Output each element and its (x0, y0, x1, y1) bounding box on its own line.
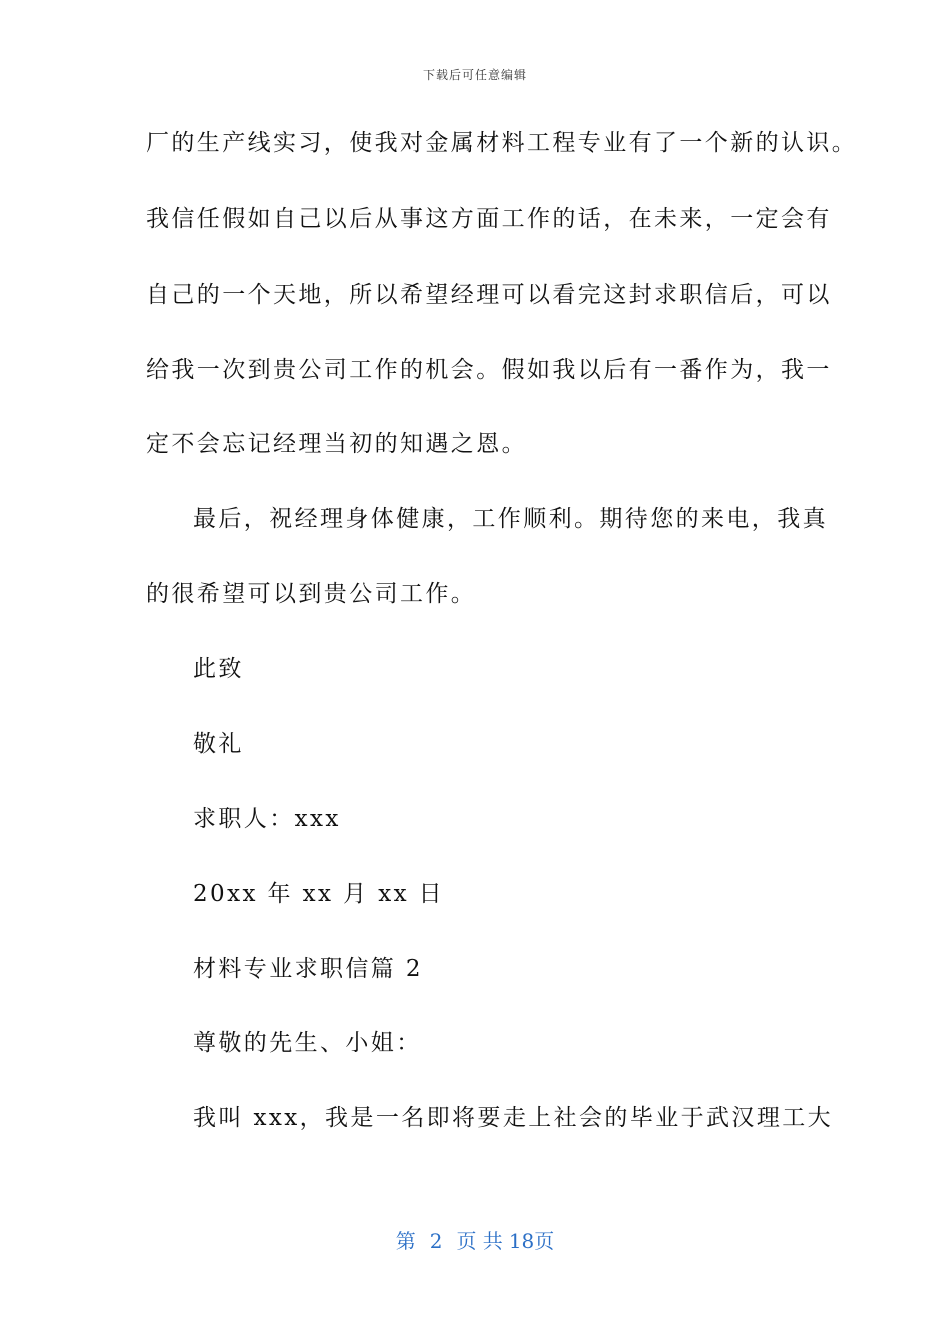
page-footer (0, 1225, 950, 1254)
body-line-2: 我信任假如自己以后从事这方面工作的话，在未来，一定会有 (146, 206, 832, 232)
greeting-line: 尊敬的先生、小姐： (193, 1030, 422, 1056)
closing-paragraph-line-2: 的很希望可以到贵公司工作。 (146, 581, 477, 607)
intro-line: 我叫 xxx，我是一名即将要走上社会的毕业于武汉理工大 (193, 1105, 834, 1131)
applicant-name: 求职人：xxx (193, 806, 341, 832)
body-line-1: 厂的生产线实习，使我对金属材料工程专业有了一个新的认识。 (146, 130, 858, 156)
body-line-5: 定不会忘记经理当初的知遇之恩。 (146, 431, 527, 457)
letter-date: 20xx 年 xx 月 xx 日 (193, 881, 445, 907)
closing-paragraph-line-1: 最后，祝经理身体健康，工作顺利。期待您的来电，我真 (193, 506, 828, 532)
footer-suffix: 页 (534, 1229, 555, 1253)
body-line-4: 给我一次到贵公司工作的机会。假如我以后有一番作为，我一 (146, 357, 832, 383)
salutation-jingli: 敬礼 (193, 731, 244, 757)
section-title: 材料专业求职信篇 2 (193, 956, 423, 982)
footer-prefix: 第 (395, 1229, 416, 1253)
page-header: 下载后可任意编辑 (422, 68, 527, 82)
footer-middle: 页 共 (456, 1229, 503, 1253)
footer-page-number: 2 (429, 1229, 443, 1253)
footer-total-pages: 18 (508, 1229, 535, 1253)
body-line-3: 自己的一个天地，所以希望经理可以看完这封求职信后，可以 (146, 282, 832, 308)
salutation-cizhi: 此致 (193, 656, 244, 682)
